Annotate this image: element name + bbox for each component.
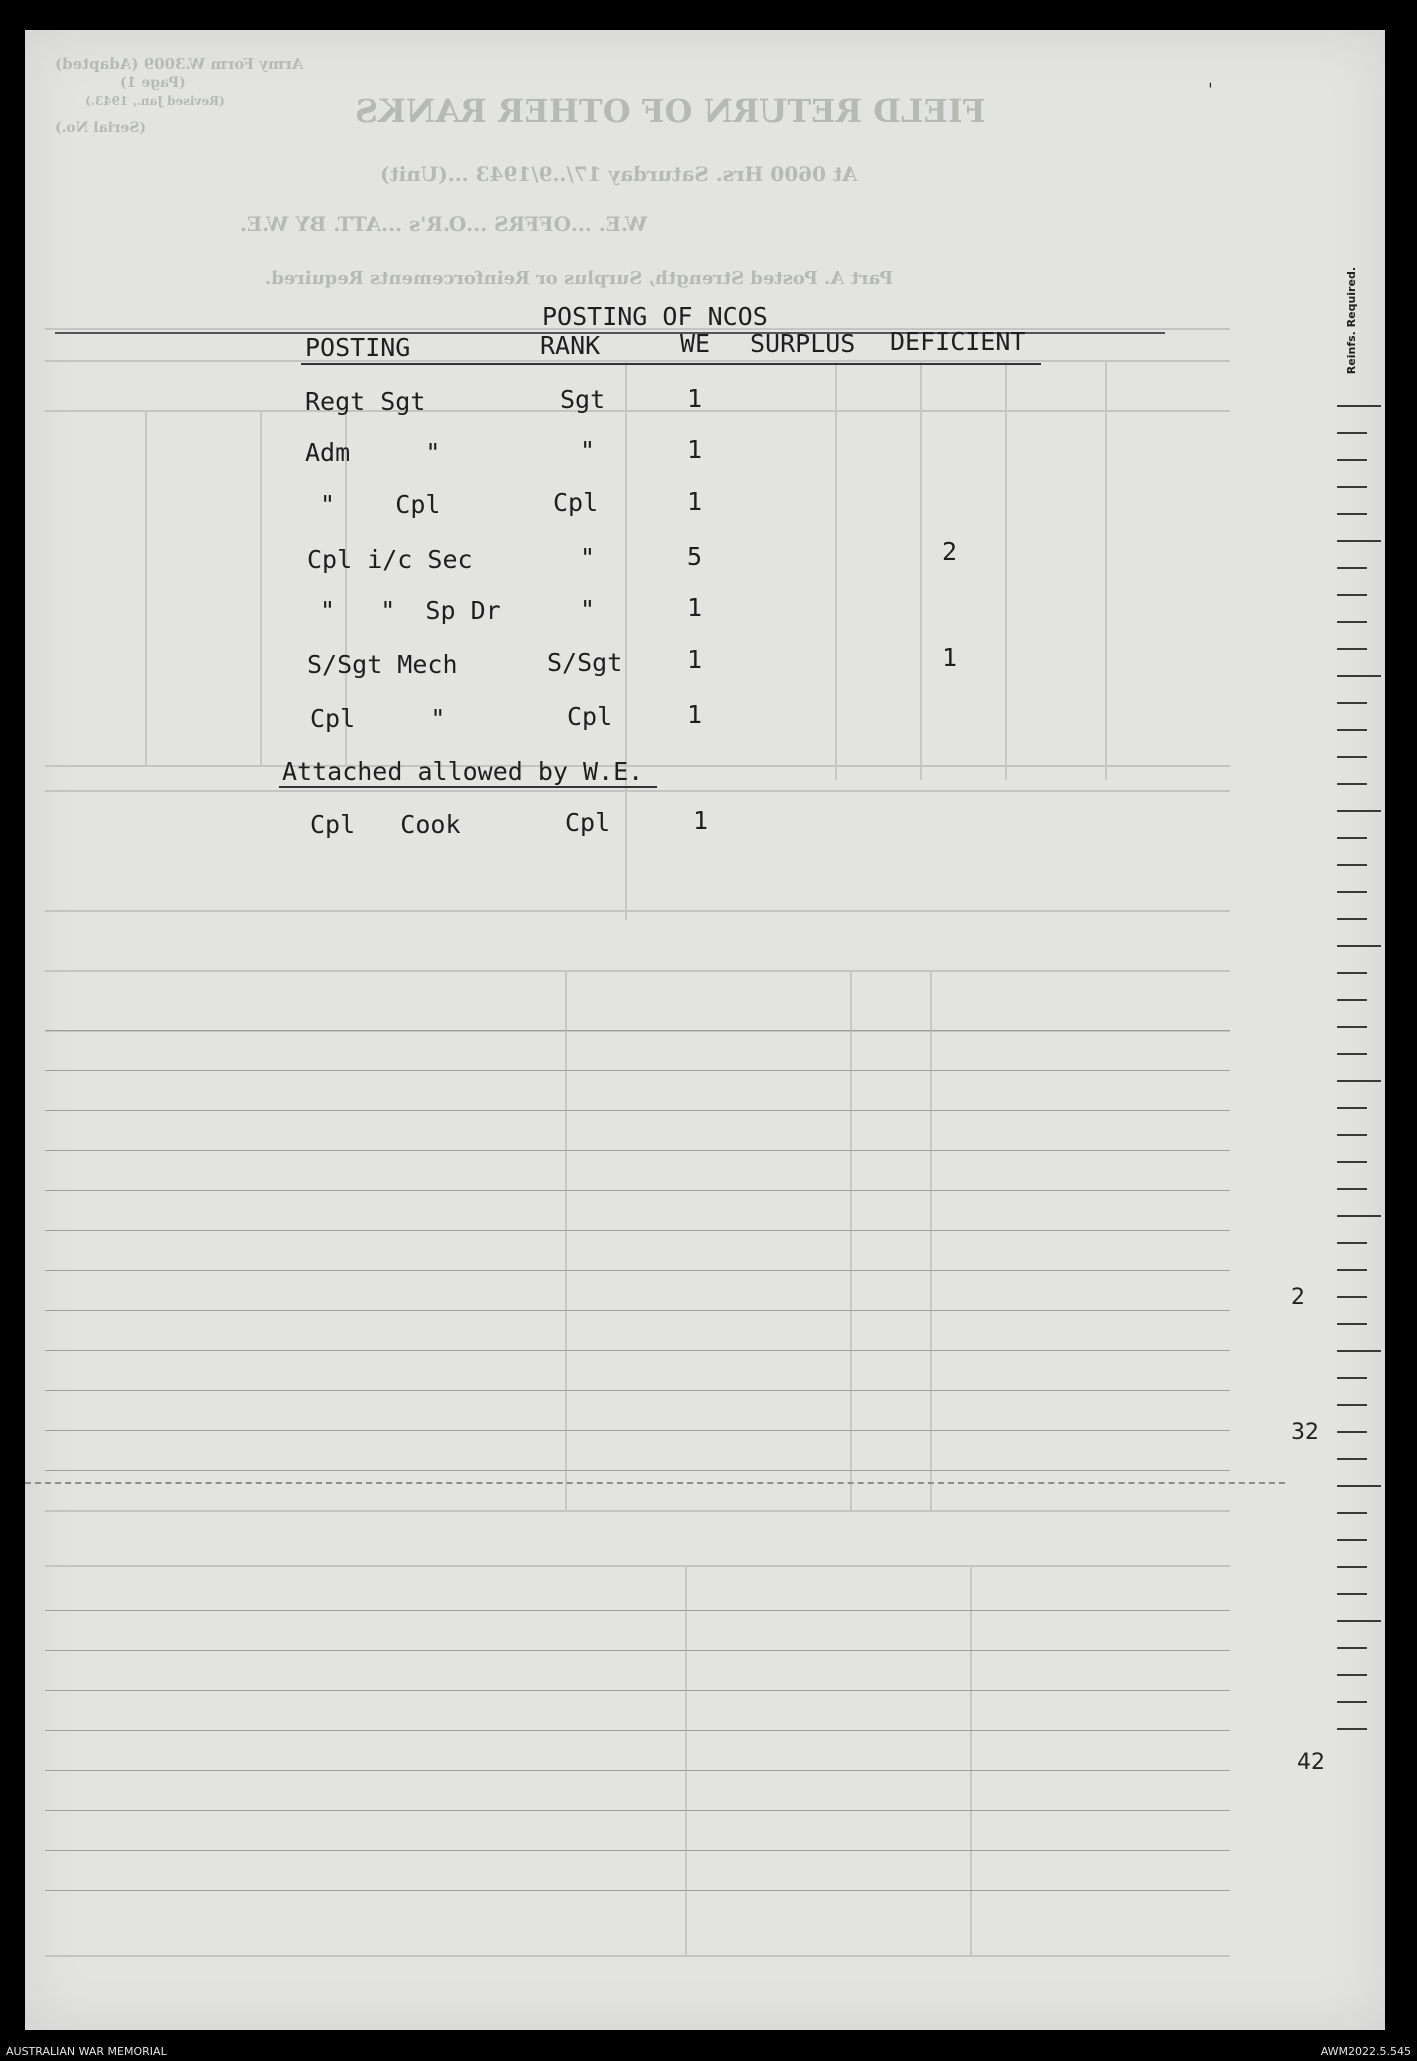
ghost-form-number: Army Form W.3009 (Adapted) [55, 55, 304, 73]
nco-posting: Adm " [305, 438, 441, 467]
tab-number: 2 [1291, 1285, 1305, 1310]
ghost-line-at: At 0600 Hrs. Saturday 17/..9/1943 ...(Unit) [380, 162, 858, 186]
tab-tick [1337, 1593, 1367, 1595]
col-rank: RANK [540, 331, 601, 360]
nco-we: 1 [687, 645, 703, 674]
footer-left: AUSTRALIAN WAR MEMORIAL [6, 2045, 167, 2058]
col-surplus: SURPLUS [750, 329, 856, 358]
attached-posting: Cpl Cook [310, 810, 461, 839]
perforation-line [25, 1482, 1285, 1484]
tab-tick [1337, 1404, 1367, 1406]
corner-mark: ˈ [1205, 80, 1216, 101]
tab-tick [1337, 540, 1381, 542]
tab-tick [1337, 1269, 1367, 1271]
form-sheet [25, 30, 1385, 2030]
tab-tick [1337, 1431, 1367, 1433]
tab-tick [1337, 1053, 1367, 1055]
attached-we: 1 [693, 806, 709, 835]
tab-tick [1337, 621, 1367, 623]
nco-rank: S/Sgt [547, 648, 623, 677]
nco-we: 1 [687, 487, 703, 516]
ncos-heading: POSTING OF NCOS [542, 302, 768, 331]
nco-rank: " [580, 595, 596, 624]
tab-tick [1337, 1458, 1367, 1460]
nco-we: 5 [687, 542, 703, 571]
tab-tick [1337, 1188, 1367, 1190]
nco-rank: Cpl [553, 488, 599, 517]
tab-tick [1337, 756, 1367, 758]
tab-tick [1337, 1026, 1367, 1028]
tab-tick [1337, 459, 1367, 461]
tab-tick [1337, 1134, 1367, 1136]
tab-tick [1337, 729, 1367, 731]
tab-tick [1337, 891, 1367, 893]
nco-posting: Cpl i/c Sec [307, 545, 473, 574]
tab-tick [1337, 594, 1367, 596]
col-deficient: DEFICIENT [890, 327, 1026, 356]
ghost-form-page: (Page 1) [120, 75, 186, 91]
tab-tick [1337, 702, 1367, 704]
tab-tick [1337, 1242, 1367, 1244]
tab-label: Reinfs. Required. [1345, 267, 1358, 375]
tab-tick [1337, 1080, 1381, 1082]
col-posting: POSTING [305, 333, 411, 362]
tab-tick [1337, 567, 1367, 569]
nco-rank: " [580, 436, 596, 465]
ghost-serial: (Serial No.) [55, 120, 146, 136]
tab-tick [1337, 918, 1367, 920]
nco-deficient: 2 [942, 537, 958, 566]
footer-right: AWM2022.5.545 [1320, 2045, 1411, 2058]
tab-tick [1337, 783, 1367, 785]
tab-tick [1337, 1728, 1367, 1730]
col-we: WE [680, 329, 711, 358]
tab-tick [1337, 1323, 1367, 1325]
attached-rank: Cpl [565, 808, 611, 837]
ghost-title: FIELD RETURN OF OTHER RANKS [355, 92, 986, 130]
nco-we: 1 [687, 700, 703, 729]
tab-tick [1337, 999, 1367, 1001]
ghost-line-we: W.E. ...OFFRS ...O.R's ...ATT. BY W.E. [240, 212, 648, 236]
nco-posting: Regt Sgt [305, 387, 426, 416]
tab-tick [1337, 648, 1367, 650]
tab-tick [1337, 513, 1367, 515]
tab-tick [1337, 1296, 1367, 1298]
tab-tick [1337, 486, 1367, 488]
tab-tick [1337, 1215, 1381, 1217]
tab-tick [1337, 810, 1381, 812]
nco-we: 1 [687, 384, 703, 413]
ghost-form-revised: (Revised Jan., 1943.) [85, 94, 225, 108]
nco-posting: " " Sp Dr [305, 596, 501, 625]
nco-posting: S/Sgt Mech [307, 650, 458, 679]
tab-tick [1337, 972, 1367, 974]
tab-tick [1337, 1539, 1367, 1541]
tab-tick [1337, 432, 1367, 434]
nco-we: 1 [687, 593, 703, 622]
nco-rank: Cpl [567, 702, 613, 731]
tab-tick [1337, 1485, 1381, 1487]
tab-tick [1337, 1566, 1367, 1568]
tab-tick [1337, 1350, 1381, 1352]
tab-tick [1337, 1161, 1367, 1163]
reinforcements-tab [1337, 255, 1385, 1755]
tab-tick [1337, 1107, 1367, 1109]
nco-rank: " [580, 543, 596, 572]
tab-tick [1337, 1647, 1367, 1649]
tab-tick [1337, 945, 1381, 947]
tab-tick [1337, 1674, 1367, 1676]
nco-posting: " Cpl [305, 490, 441, 519]
tab-tick [1337, 837, 1367, 839]
tab-tick [1337, 675, 1381, 677]
tab-tick [1337, 864, 1367, 866]
tab-number: 32 [1291, 1420, 1319, 1445]
tab-tick [1337, 405, 1381, 407]
tab-tick [1337, 1701, 1367, 1703]
tab-number: 42 [1297, 1750, 1325, 1775]
tab-tick [1337, 1512, 1367, 1514]
nco-we: 1 [687, 435, 703, 464]
tab-tick [1337, 1377, 1367, 1379]
nco-rank: Sgt [560, 385, 606, 414]
nco-posting: Cpl " [310, 704, 446, 733]
tab-tick [1337, 1620, 1381, 1622]
nco-deficient: 1 [942, 643, 958, 672]
attached-heading: Attached allowed by W.E. [282, 757, 644, 786]
ghost-part-a: Part A. Posted Strength, Surplus or Reinforcements Required. [265, 268, 894, 289]
